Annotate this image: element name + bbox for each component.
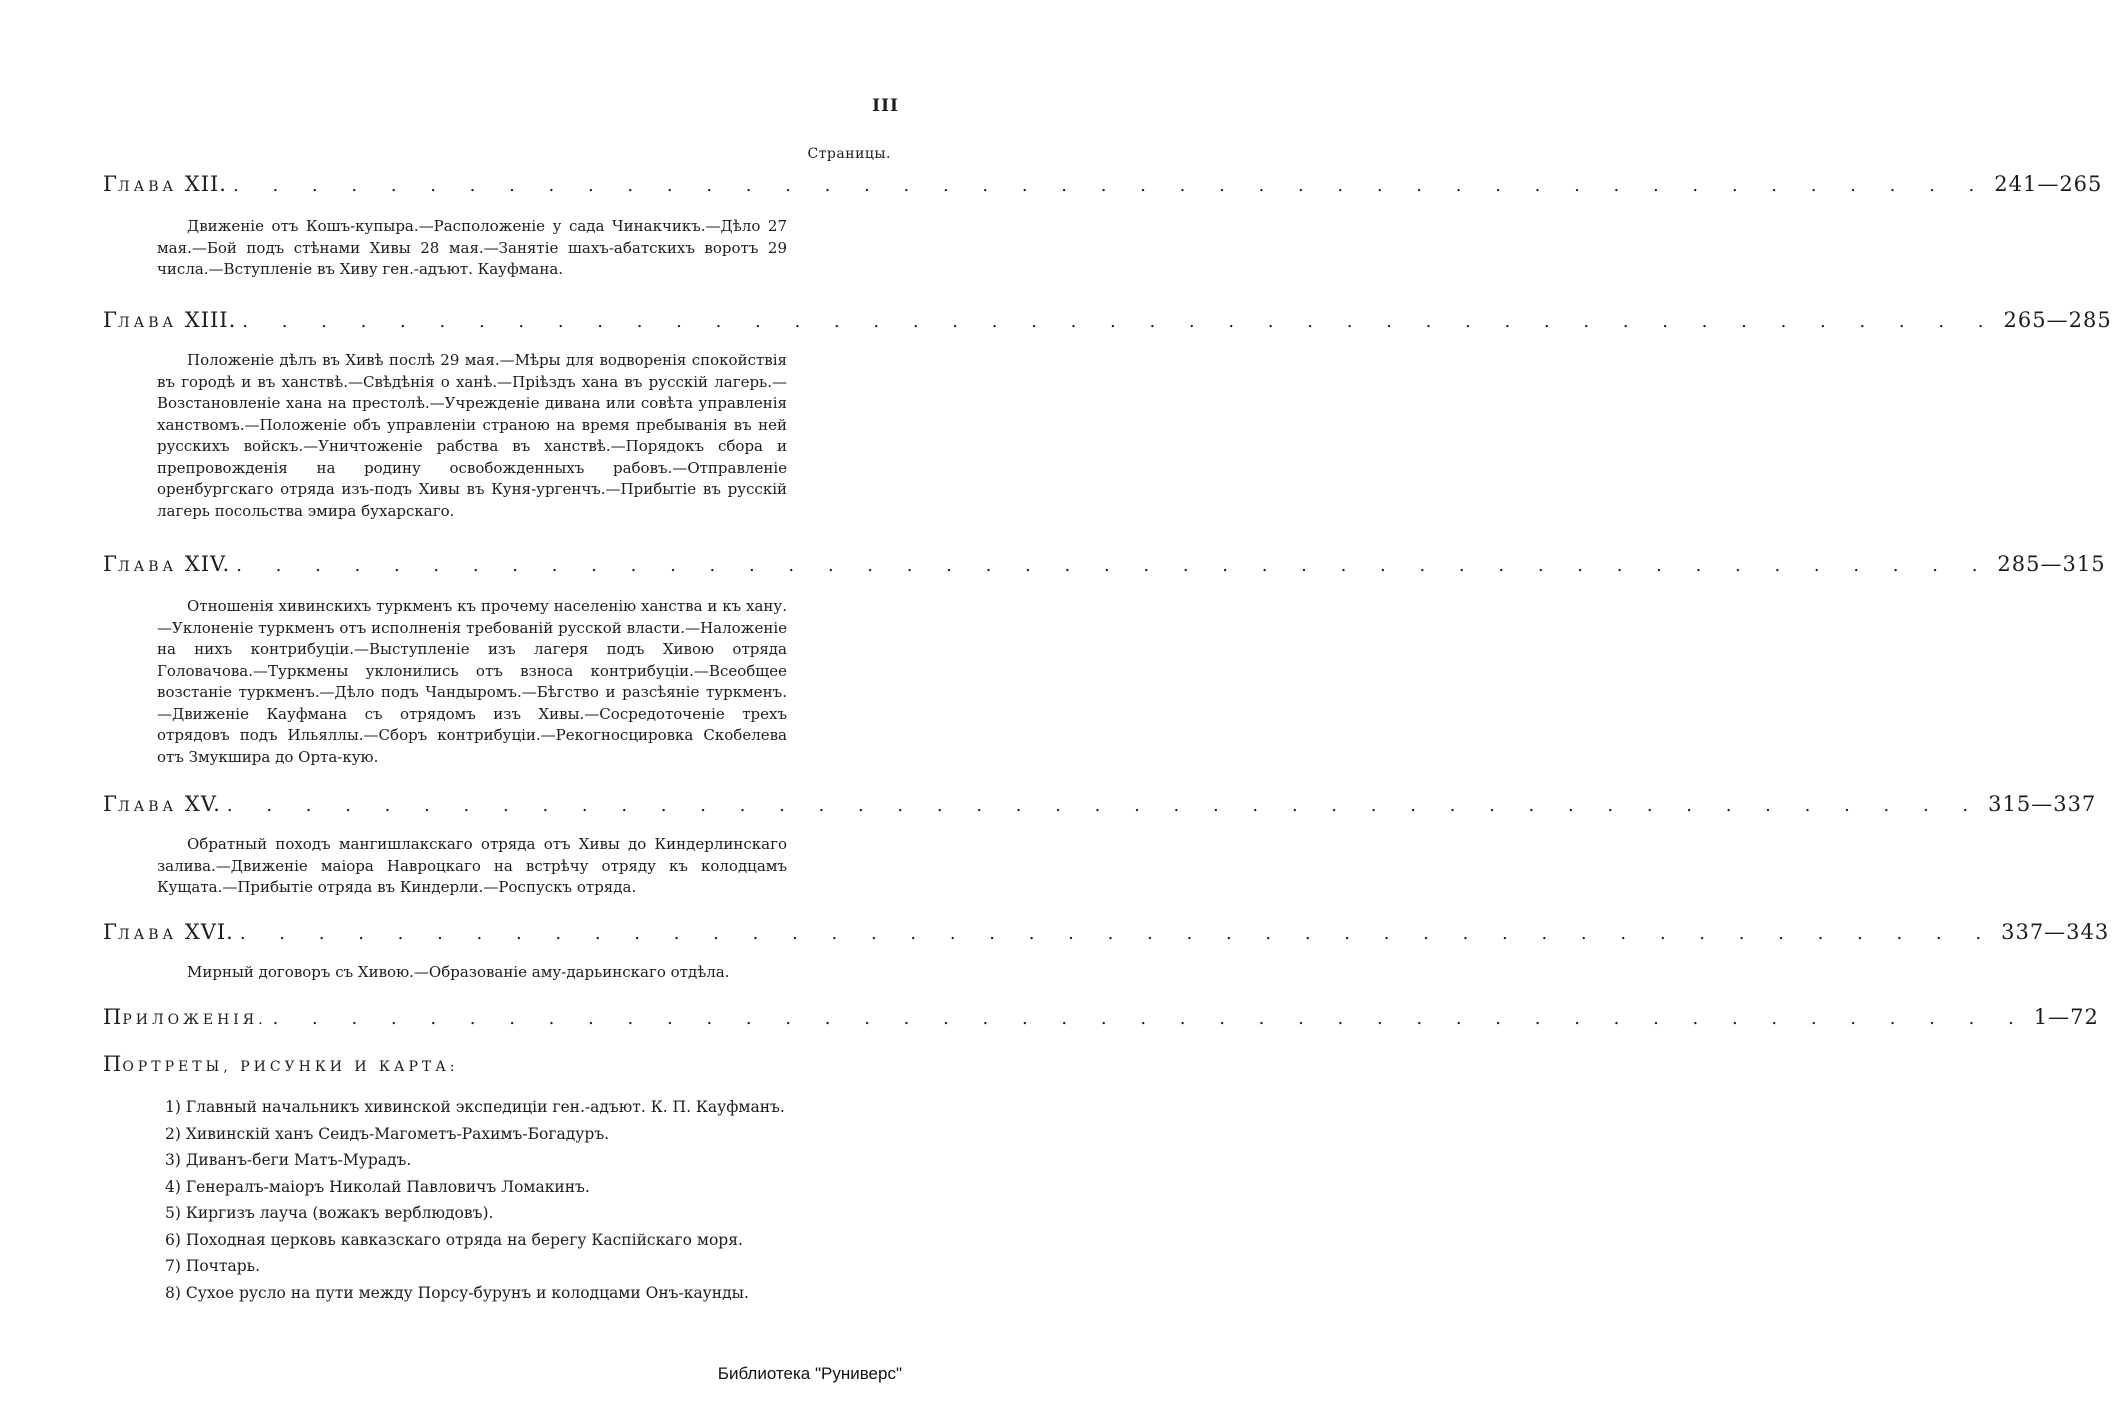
chapter-title: ГЛАВА XIV. <box>103 552 231 576</box>
appendix-title: ПРИЛОЖЕНІЯ. <box>103 1005 267 1029</box>
illustration-item: 3) Диванъ-беги Матъ-Мурадъ. <box>165 1151 412 1169</box>
chapter-summary: Обратный походъ мангишлакскаго отряда отъ Хивы до Киндерлинскаго залива.—Движеніе маіора Навроцкаго на встрѣчу отряду къ колодцамъ Кущата.—Прибытіе отряда въ Киндерли.—Роспускъ отряда. <box>157 835 787 896</box>
illustration-item: 6) Походная церковь кавказскаго отряда на берегу Каспійскаго моря. <box>165 1230 743 1249</box>
chapter-pages: 241—265 <box>1994 172 2103 196</box>
illustration-item: 4) Генералъ-маіоръ Николай Павловичъ Ломакинъ. <box>165 1177 590 1196</box>
toc-entry-chapter-12 <box>103 172 2103 196</box>
library-watermark: Библиотека "Руниверс" <box>717 1364 902 1383</box>
toc-entry-chapter-13 <box>103 308 2112 332</box>
small-caps-text: ОРТРЕТЫ, РИСУНКИ И КАРТА: <box>122 1059 459 1075</box>
leader-dots: . . . . . . . . . . . . . . . . . . . . . . . . . . . . . . . . . . . . . . . . . . . . . <box>236 555 1992 576</box>
small-caps-text: ЛАВА <box>117 179 178 195</box>
leader-dots: . . . . . . . . . . . . . . . . . . . . . . . . . . . . . . . . . . . . . . . . . . . . . <box>272 1008 2028 1029</box>
page-number: III <box>872 96 899 116</box>
chapter-pages: 315—337 <box>1988 792 2097 816</box>
toc-entry-appendix <box>103 1005 2099 1029</box>
leader-dots: . . . . . . . . . . . . . . . . . . . . . . . . . . . . . . . . . . . . . . . . . . . . . <box>226 795 1983 816</box>
chapter-pages: 265—285 <box>2003 308 2112 332</box>
illustration-item: 8) Сухое русло на пути между Порсу-бурунъ и колодцами Онъ-каунды. <box>165 1283 749 1302</box>
chapter-summary: Мирный договоръ съ Хивою.—Образованіе аму-дарьинскаго отдѣла. <box>187 963 730 981</box>
leader-dots: . . . . . . . . . . . . . . . . . . . . . . . . . . . . . . . . . . . . . . . . . . . . . <box>242 311 1998 332</box>
pages-column-header: Страницы. <box>807 146 891 162</box>
toc-entry-chapter-16 <box>103 920 2110 944</box>
toc-entry-chapter-14 <box>103 552 2106 576</box>
leader-dots: . . . . . . . . . . . . . . . . . . . . . . . . . . . . . . . . . . . . . . . . . . . . . <box>233 175 1989 196</box>
leader-dots: . . . . . . . . . . . . . . . . . . . . . . . . . . . . . . . . . . . . . . . . . . . . . <box>239 923 1996 944</box>
toc-entry-chapter-15 <box>103 792 2097 816</box>
small-caps-text: ЛАВА <box>117 927 178 943</box>
appendix-pages: 1—72 <box>2033 1005 2099 1029</box>
illustrations-list <box>165 1094 785 1306</box>
illustrations-header: ПОРТРЕТЫ, РИСУНКИ И КАРТА: <box>103 1052 459 1076</box>
small-caps-text: ЛАВА <box>117 559 178 575</box>
illustration-item: 2) Хивинскій ханъ Сеидъ-Магометъ-Рахимъ-Богадуръ. <box>165 1124 610 1143</box>
chapter-summary: Отношенія хивинскихъ туркменъ къ прочему населенію ханства и къ хану.—Уклоненіе туркменъ отъ исполненія требованій русской власти.—Наложеніе на нихъ контрибуціи.—Выступленіе изъ лагеря подъ Хивою отряда Головачова.—Туркмены уклонились отъ взноса контрибуціи.—Всеобщее возстаніе туркменъ.—Дѣло подъ Чандыромъ.—Бѣгство и разсѣяніе туркменъ.—Движеніе Кауфмана съ отрядомъ изъ Хивы.—Сосредоточеніе трехъ отрядовъ подъ Ильяллы.—Сборъ контрибуціи.—Рекогносцировка Скобелева отъ Змукшира до Орта-кую. <box>157 597 787 766</box>
chapter-summary: Движеніе отъ Кошъ-купыра.—Расположеніе у сада Чинакчикъ.—Дѣло 27 мая.—Бой подъ стѣнами Хивы 28 мая.—Занятіе шахъ-абатскихъ воротъ 29 числа.—Вступленіе въ Хиву ген.-адъют. Кауфмана. <box>157 217 787 278</box>
chapter-pages: 337—343 <box>2001 920 2110 944</box>
chapter-pages: 285—315 <box>1997 552 2106 576</box>
illustration-item: 5) Киргизъ лауча (вожакъ верблюдовъ). <box>165 1204 494 1222</box>
chapter-title: ГЛАВА XIII. <box>103 308 237 332</box>
small-caps-text: РИЛОЖЕНІЯ. <box>122 1012 267 1028</box>
chapter-title: ГЛАВА XII. <box>103 172 227 196</box>
small-caps-text: ЛАВА <box>117 315 178 331</box>
small-caps-text: ЛАВА <box>117 799 178 815</box>
chapter-title: ГЛАВА XVI. <box>103 920 234 944</box>
chapter-summary: Положеніе дѣлъ въ Хивѣ послѣ 29 мая.—Мѣры для водворенія спокойствія въ городѣ и въ ханствѣ.—Свѣдѣнія о ханѣ.—Пріѣздъ хана въ русскій лагерь.—Возстановленіе хана на престолѣ.—Учрежденіе дивана или совѣта управленія ханствомъ.—Положеніе объ управленіи страною на время пребыванія въ ней русскихъ войскъ.—Уничтоженіе рабства въ ханствѣ.—Порядокъ сбора и препровожденія на родину освобожденныхъ рабовъ.—Отправленіе оренбургскаго отряда изъ-подъ Хивы въ Куня-ургенчъ.—Прибытіе въ русскій лагерь посольства эмира бухарскаго. <box>157 351 787 520</box>
chapter-title: ГЛАВА XV. <box>103 792 221 816</box>
illustration-item: 1) Главный начальникъ хивинской экспедиціи ген.-адъют. К. П. Кауфманъ. <box>165 1098 785 1116</box>
illustration-item: 7) Почтарь. <box>165 1257 261 1275</box>
